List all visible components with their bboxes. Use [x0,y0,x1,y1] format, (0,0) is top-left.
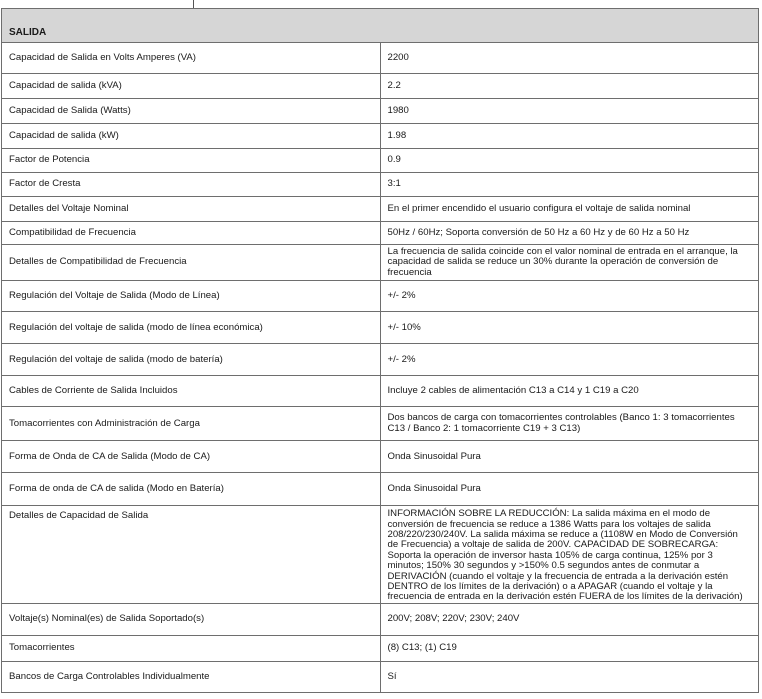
spec-value: Sí [380,661,759,692]
spec-row [2,222,759,245]
spec-row [2,99,759,124]
spec-label: Capacidad de salida (kVA) [2,74,381,99]
spec-label: Voltaje(s) Nominal(es) de Salida Soportado(s) [2,603,381,635]
spec-value: +/- 2% [380,344,759,376]
spec-value: (8) C13; (1) C19 [380,635,759,661]
spec-value: La frecuencia de salida coincide con el valor nominal de entrada en el arranque, la capacidad de salida se reduce un 30% durante la operación de conversión de frecuencia [380,245,759,281]
spec-label: Capacidad de Salida (Watts) [2,99,381,124]
spec-value: +/- 10% [380,312,759,344]
spec-row [2,635,759,661]
spec-row [2,661,759,692]
spec-label: Compatibilidad de Frecuencia [2,222,381,245]
top-strip [0,0,762,8]
spec-label: Detalles del Voltaje Nominal [2,197,381,222]
spec-label: Regulación del voltaje de salida (modo de línea económica) [2,312,381,344]
section-title: SALIDA [2,9,759,43]
spec-label: Regulación del Voltaje de Salida (Modo de Línea) [2,281,381,312]
spec-row [2,245,759,281]
spec-label: Factor de Cresta [2,173,381,197]
spec-value: 1.98 [380,124,759,149]
spec-value: INFORMACIÓN SOBRE LA REDUCCIÓN: La salida máxima en el modo de conversión de frecuencia se reduce a 1386 Watts para los voltajes de salida 208/220/230/240V. La salida máxima se reduce a (1108W en Modo de Conversión de Frecuencia) a voltaje de salida de 200V. CAPACIDAD DE SOBRECARGA: Soporta la operación de inversor hasta 105% de carga continua, 125% por 3 minutos; 150% 30 segundos y >150% 0.5 segundos antes de conmutar a DERIVACIÓN (cuando el voltaje y la frecuencia de entrada a la derivación estén DENTRO de los límites de la derivación) o a APAGAR (cuando el voltaje y la frecuencia de entrada en la derivación estén FUERA de los límites de la derivación) [380,506,759,604]
spec-label: Bancos de Carga Controlables Individualmente [2,661,381,692]
spec-row [2,149,759,173]
spec-value: 3:1 [380,173,759,197]
spec-label: Regulación del voltaje de salida (modo de batería) [2,344,381,376]
spec-row [2,473,759,506]
spec-row [2,197,759,222]
spec-label: Factor de Potencia [2,149,381,173]
spec-value: 200V; 208V; 220V; 230V; 240V [380,603,759,635]
spec-row [2,376,759,407]
spec-label: Detalles de Capacidad de Salida [2,506,381,604]
spec-label: Forma de Onda de CA de Salida (Modo de CA) [2,441,381,473]
spec-label: Capacidad de Salida en Volts Amperes (VA) [2,43,381,74]
spec-value: Onda Sinusoidal Pura [380,441,759,473]
spec-row [2,407,759,441]
spec-label: Detalles de Compatibilidad de Frecuencia [2,245,381,281]
spec-value: En el primer encendido el usuario configura el voltaje de salida nominal [380,197,759,222]
column-divider-stub [193,0,194,8]
spec-value: Incluye 2 cables de alimentación C13 a C14 y 1 C19 a C20 [380,376,759,407]
spec-row [2,312,759,344]
spec-row [2,43,759,74]
spec-row [2,441,759,473]
spec-row [2,603,759,635]
spec-row [2,506,759,604]
spec-value: Dos bancos de carga con tomacorrientes controlables (Banco 1: 3 tomacorrientes C13 / Banco 2: 1 tomacorriente C19 + 3 C13) [380,407,759,441]
section-header-row [2,9,759,43]
spec-value: 50Hz / 60Hz; Soporta conversión de 50 Hz a 60 Hz y de 60 Hz a 50 Hz [380,222,759,245]
spec-row [2,281,759,312]
spec-row [2,74,759,99]
spec-value: 0.9 [380,149,759,173]
spec-row [2,344,759,376]
spec-label: Cables de Corriente de Salida Incluidos [2,376,381,407]
spec-label: Tomacorrientes [2,635,381,661]
spec-value: +/- 2% [380,281,759,312]
output-spec-table [1,8,759,693]
spec-label: Tomacorrientes con Administración de Carga [2,407,381,441]
spec-label: Forma de onda de CA de salida (Modo en Batería) [2,473,381,506]
spec-value: 2200 [380,43,759,74]
spec-value: Onda Sinusoidal Pura [380,473,759,506]
spec-row [2,124,759,149]
spec-value: 1980 [380,99,759,124]
spec-row [2,173,759,197]
spec-label: Capacidad de salida (kW) [2,124,381,149]
spec-value: 2.2 [380,74,759,99]
